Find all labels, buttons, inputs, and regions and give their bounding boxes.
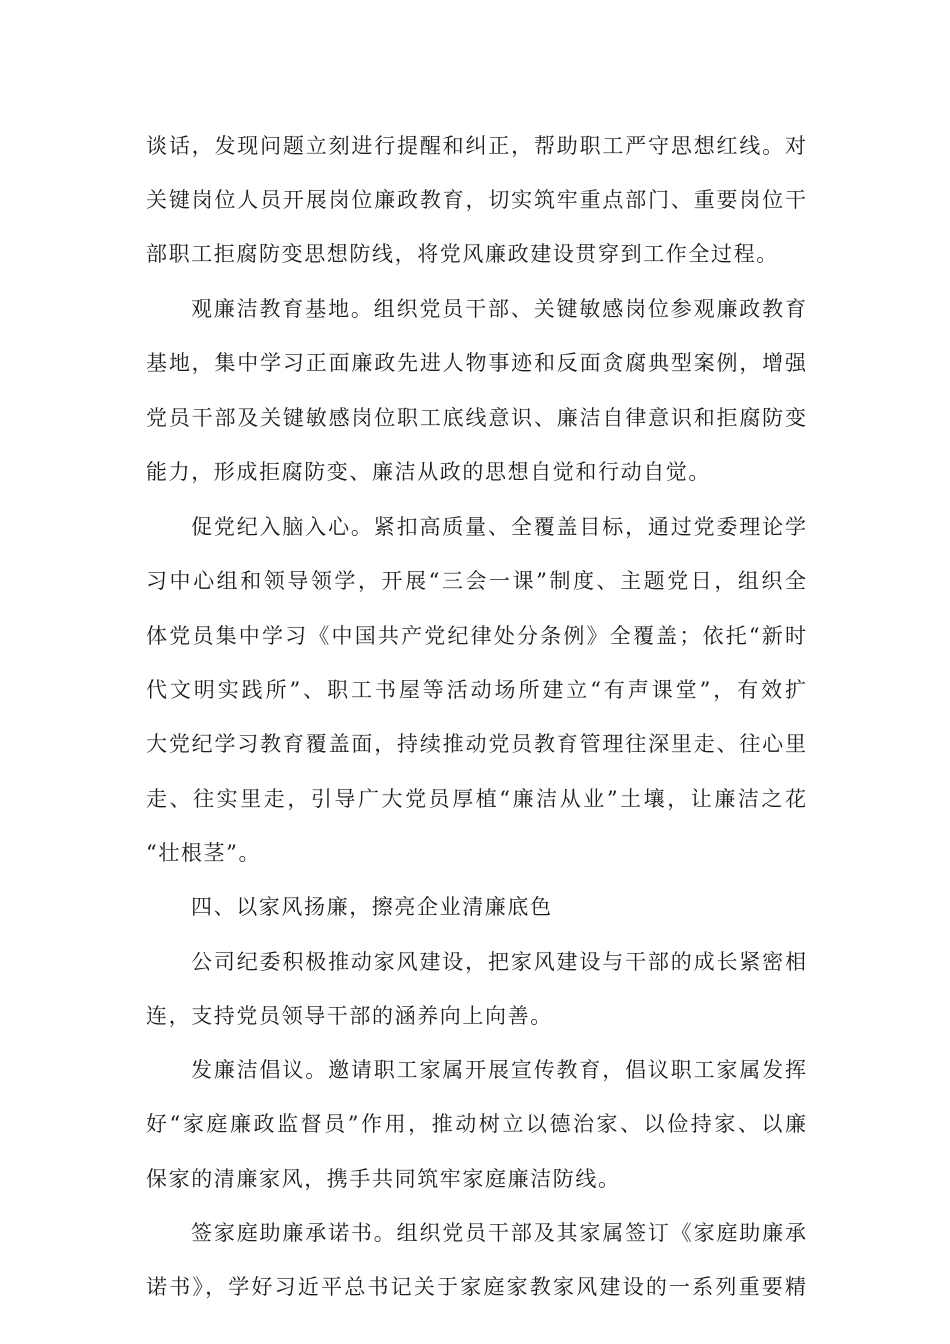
paragraph-first-line: 发廉洁倡议。邀请职工家属开展宣传教育，倡议职工家属发挥	[191, 1058, 806, 1082]
paragraph-first-line: 观廉洁教育基地。组织党员干部、关键敏感岗位参观廉政教育	[191, 297, 806, 321]
paragraph-first-line: 促党纪入脑入心。紧扣高质量、全覆盖目标，通过党委理论学	[191, 515, 806, 539]
paragraph-first-line: 公司纪委积极推动家风建设，把家风建设与干部的成长紧密相	[191, 950, 806, 974]
text-line: 部职工拒腐防变思想防线，将党风廉政建设贯穿到工作全过程。	[146, 242, 779, 266]
text-line: 代文明实践所”、职工书屋等活动场所建立“有声课堂”，有效扩	[146, 678, 806, 702]
text-line: 保家的清廉家风，携手共同筑牢家庭廉洁防线。	[146, 1167, 621, 1191]
text-line: 连，支持党员领导干部的涵养向上向善。	[146, 1004, 553, 1028]
text-line: 基地，集中学习正面廉政先进人物事迹和反面贪腐典型案例，增强	[146, 351, 806, 375]
text-line: 党员干部及关键敏感岗位职工底线意识、廉洁自律意识和拒腐防变	[146, 406, 806, 430]
text-line: 诺书》，学好习近平总书记关于家庭家教家风建设的一系列重要精	[146, 1275, 806, 1299]
text-line: 关键岗位人员开展岗位廉政教育，切实筑牢重点部门、重要岗位干	[146, 188, 806, 212]
text-line: 大党纪学习教育覆盖面，持续推动党员教育管理往深里走、往心里	[146, 732, 806, 756]
text-line: 好“家庭廉政监督员”作用，推动树立以德治家、以俭持家、以廉	[146, 1112, 806, 1136]
text-line: 谈话，发现问题立刻进行提醒和纠正，帮助职工严守思想红线。对	[146, 134, 806, 158]
paragraph-first-line: 签家庭助廉承诺书。组织党员干部及其家属签订《家庭助廉承	[191, 1221, 806, 1245]
text-line: 走、往实里走，引导广大党员厚植“廉洁从业”土壤，让廉洁之花	[146, 787, 806, 811]
text-line: 体党员集中学习《中国共产党纪律处分条例》全覆盖；依托“新时	[146, 624, 806, 648]
text-line: 习中心组和领导领学，开展“三会一课”制度、主题党日，组织全	[146, 569, 806, 593]
text-line: 能力，形成拒腐防变、廉洁从政的思想自觉和行动自觉。	[146, 460, 711, 484]
section-heading: 四、以家风扬廉，擦亮企业清廉底色	[191, 895, 553, 919]
text-line: “壮根茎”。	[146, 841, 262, 865]
